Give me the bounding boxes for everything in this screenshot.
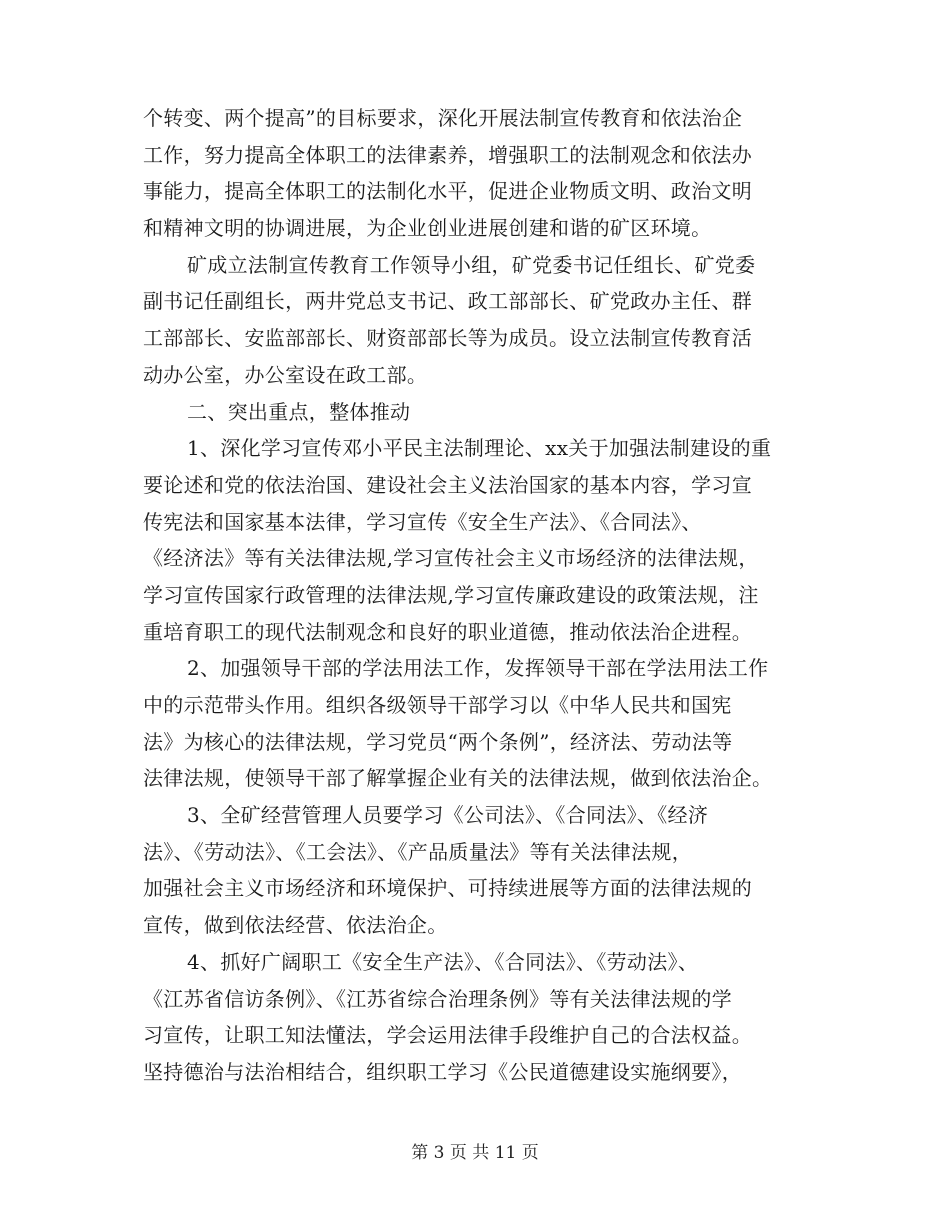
text-line: 传宪法和国家基本法律，学习宣传《安全生产法》、《合同法》、	[143, 509, 702, 534]
body-text	[143, 100, 813, 1091]
text-line: 要论述和党的依法治国、建设社会主义法治国家的基本内容，学习宣	[143, 472, 752, 497]
text-line: 法》、《劳动法》、《工会法》、《产品质量法》等有关法律法规，	[143, 839, 692, 864]
text-line: 和精神文明的协调进展，为企业创业进展创建和谐的矿区环境。	[143, 216, 712, 241]
text-line: 宣传，做到依法经营、依法治企。	[143, 913, 448, 938]
text-line: 加强社会主义市场经济和环境保护、可持续进展等方面的法律法规的	[143, 876, 752, 901]
text-line: 副书记任副组长，两井党总支书记、政工部部长、矿党政办主任、群	[143, 289, 752, 314]
page-footer: 第 3 页 共 11 页	[411, 1143, 539, 1163]
text-line: 《江苏省信访条例》、《江苏省综合治理条例》等有关法律法规的学	[143, 986, 732, 1011]
text-line: 3、全矿经营管理人员要学习《公司法》、《合同法》、《经济	[187, 803, 709, 828]
text-line: 2、加强领导干部的学法用法工作，发挥领导干部在学法用法工作	[187, 656, 769, 681]
text-line: 事能力，提高全体职工的法制化水平，促进企业物质文明、政治文明	[143, 179, 752, 204]
text-line: 工部部长、安监部部长、财资部部长等为成员。设立法制宣传教育活	[143, 326, 752, 351]
text-line: 学习宣传国家行政管理的法律法规,学习宣传廉政建设的政策法规，注	[143, 582, 759, 607]
text-line: 1、深化学习宣传邓小平民主法制理论、xx关于加强法制建设的重	[187, 436, 772, 461]
text-line: 法》为核心的法律法规，学习党员“两个条例”，经济法、劳动法等	[143, 729, 733, 754]
text-line: 4、抓好广阔职工《安全生产法》、《合同法》、《劳动法》、	[187, 949, 699, 974]
text-line: 习宣传，让职工知法懂法，学会运用法律手段维护自己的合法权益。	[143, 1023, 752, 1048]
text-line: 《经济法》等有关法律法规,学习宣传社会主义市场经济的法律法规，	[143, 546, 759, 571]
text-line: 工作，努力提高全体职工的法律素养，增强职工的法制观念和依法办	[143, 142, 752, 167]
text-line: 重培育职工的现代法制观念和良好的职业道德，推动依法治企进程。	[143, 619, 752, 644]
text-line: 动办公室，办公室设在政工部。	[143, 362, 428, 387]
text-line: 中的示范带头作用。组织各级领导干部学习以《中华人民共和国宪	[143, 693, 732, 717]
text-line: 矿成立法制宣传教育工作领导小组，矿党委书记任组长、矿党委	[187, 252, 756, 277]
text-line: 二、突出重点，整体推动	[187, 399, 411, 424]
text-line: 坚持德治与法治相结合，组织职工学习《公民道德建设实施纲要》，	[143, 1059, 742, 1084]
text-line: 个转变、两个提高”的目标要求，深化开展法制宣传教育和依法治企	[143, 106, 743, 130]
text-line: 法律法规，使领导干部了解掌握企业有关的法律法规，做到依法治企。	[143, 766, 773, 791]
